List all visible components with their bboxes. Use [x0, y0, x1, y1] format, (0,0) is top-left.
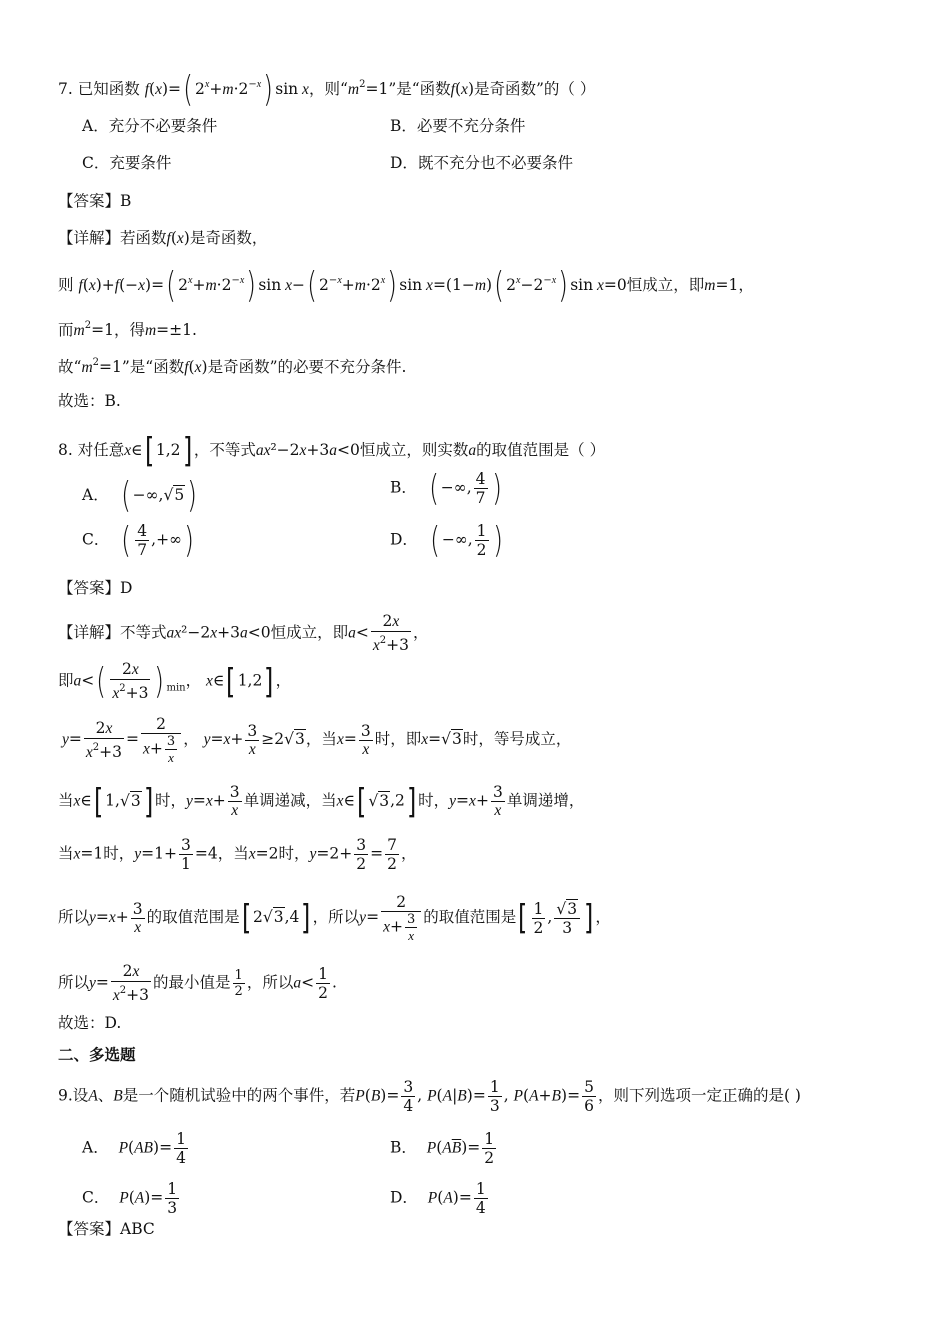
q7-detail-2: 则 f(x)+f(−x)=( $2^x+m\cdot 2^{-x}$) sin x−( $2^{-x}+m\cdot 2^x$) sin x=(1−m)( $2^x-2^{-x}$) sin x=0恒成立，即m=1， — [58, 265, 754, 306]
q9-option-a: A． P(AB)= $\frac{1}{4}$ — [82, 1130, 186, 1167]
q8-detail-2: 即a<( $\frac{2x}{x^2+3}$ ) $_{min}$， x∈[ 1,2] ， — [58, 660, 292, 702]
q9-answer: 【答案】ABC — [58, 1220, 155, 1238]
q7-answer: 【答案】B — [58, 192, 132, 210]
q9-option-c: C． P(A)= $\frac{1}{3}$ — [82, 1180, 178, 1217]
q7-conclusion: 故选：B. — [58, 392, 121, 410]
q9-option-b: B． $P(A\overline{B})=$ $\frac{1}{2}$ — [390, 1130, 495, 1167]
q7-option-b: B．必要不充分条件 — [390, 117, 526, 135]
q7-option-a: A．充分不必要条件 — [82, 117, 218, 135]
q7-detail-3: 而$m^2=1$，得m=±1. — [58, 320, 197, 339]
q9-option-d: D． P(A)= $\frac{1}{4}$ — [390, 1180, 486, 1217]
q8-detail-6: 所以y=x+ $\frac{3}{x}$ 的取值范围是[ 2√3,4] ，所以y= 2 x+ $\frac{3}{x}$ 的取值范围是[ $\frac{1}{2}$ , $\frac{√3}{3}$ ] ， — [58, 893, 611, 943]
q7-detail-1: 【详解】若函数f(x)是奇函数， — [58, 229, 268, 247]
q8-detail-5: 当x=1时，y=1+ $\frac{3}{1}$ =4，当x=2时，y=2+ $\frac{3}{2}$ = $\frac{7}{2}$ ， — [58, 836, 417, 873]
q7-option-d: D．既不充分也不必要条件 — [390, 154, 573, 172]
q8-detail-3: y= $\frac{2x}{x^2+3}$ = 2 x+ $\frac{3}{x}$ ， y=x+ $\frac{3}{x}$ ≥2√3，当x= $\frac{3}{x}$ 时，即x=√3时，等号成立， — [62, 715, 572, 765]
q8-detail-1: 【详解】不等式ax²−2x+3a<0恒成立，即a< $\frac{2x}{x^2+3}$ ， — [58, 612, 429, 654]
q8-stem: 8. 对任意x∈[ 1,2] ，不等式ax²−2x+3a<0恒成立，则实数a的取值范围是（ ） — [58, 431, 606, 471]
q7-stem: 7. 已知函数 f(x)=( $2^x+m\cdot 2^{-x}$) sin x，则“$m^2=1$”是“函数f(x)是奇函数”的（ ） — [58, 69, 596, 110]
q9-stem: 9.设A、B是一个随机试验中的两个事件，若P(B)= $\frac{3}{4}$ , P(A|B)= $\frac{1}{3}$ , P(A+B)= $\frac{5}{6}$ ，则下列选项一定正确的是( ) — [58, 1078, 801, 1115]
q8-conclusion: 故选：D. — [58, 1014, 122, 1032]
q8-option-a: A． ( −∞,√5) — [82, 475, 198, 516]
q8-detail-4: 当x∈[ 1,√3] 时，y=x+ $\frac{3}{x}$ 单调递减，当x∈[ √3,2] 时，y=x+ $\frac{3}{x}$ 单调递增， — [58, 781, 585, 822]
q7-detail-4: 故“$m^2=1$”是“函数f(x)是奇函数”的必要不充分条件. — [58, 357, 407, 376]
question-number: 7. — [58, 80, 73, 98]
section-heading: 二、多选题 — [58, 1046, 136, 1064]
q8-answer: 【答案】D — [58, 579, 133, 597]
q8-option-c: C． ( $\frac{4}{7}$ ,+∞) — [82, 519, 194, 561]
q8-option-d: D． ( −∞, $\frac{1}{2}$ ) — [390, 519, 503, 561]
q8-detail-7: 所以y= $\frac{2x}{x^2+3}$ 的最小值是 $\frac{1}{2}$ ，所以a< $\frac{1}{2}$ . — [58, 962, 337, 1004]
q8-option-b: B． ( −∞, $\frac{4}{7}$ ) — [390, 467, 502, 509]
q7-option-c: C．充要条件 — [82, 154, 172, 172]
